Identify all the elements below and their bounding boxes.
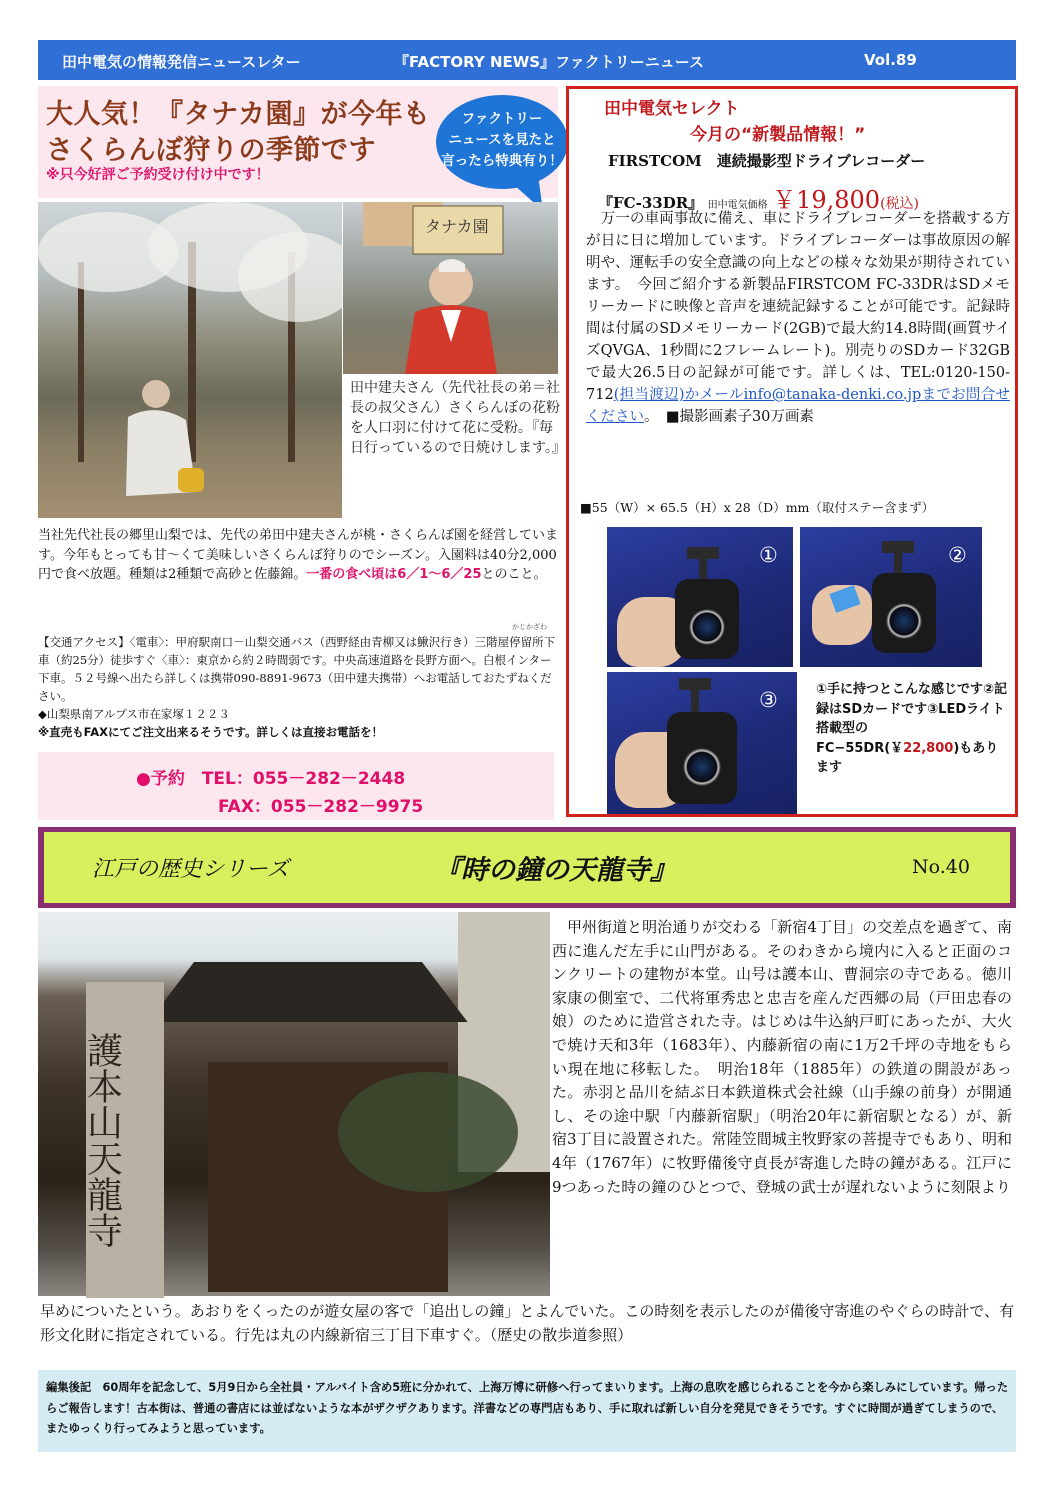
cherry-subheadline: ※只今好評ご予約受け付け中です！: [46, 167, 270, 183]
reservation-tel[interactable]: ●予約 TEL：055－282－2448: [136, 769, 406, 789]
history-heading-band: [44, 832, 1010, 903]
select-month-heading: 今月の“新製品情報！”: [690, 125, 866, 145]
best-season-highlight: 一番の食べ頃は6／1〜6／25: [306, 567, 482, 582]
bubble-line3: 言ったら特典有り！: [441, 153, 563, 169]
reservation-fax: FAX：055－282－9975: [218, 797, 424, 817]
photo-number-1: ①: [759, 543, 778, 567]
product-dimensions: ■55（W）× 65.5（H）x 28（D）mm（取付ステー含まず）: [580, 500, 935, 515]
price-label: 田中電気価格: [707, 200, 768, 211]
cherry-paragraph-text: 当社先代社長の郷里山梨では、先代の弟田中建夫さんが桃・さくらんぼ園を経営しています。今年もとっても甘〜くて美味しいさくらんぼ狩りのでシーズン。入園料は40分2,000円で食べ放題。種類は2種類で高砂と佐藤錦。: [38, 528, 559, 582]
camera-caption-text: ①手に持つとこんな感じです②記録はSDカードです③LEDライト搭載型のFC−55DR(￥: [816, 682, 1008, 756]
pillar-inscription: [81, 982, 164, 1298]
newsletter-header: [38, 40, 1016, 80]
access-info: [38, 633, 558, 741]
product-description: [586, 208, 1010, 428]
product-brand: FIRSTCOM 連続撮影型ドライブレコーダー: [608, 152, 926, 170]
portrait-caption: 田中建夫さん（先代社長の弟＝社長の叔父さん）さくらんぼの花粉を人口羽に付けて花に受粉。『毎日行っているので日焼けします。』: [350, 380, 566, 456]
worker-figure: [108, 372, 218, 512]
header-center-title: 『FACTORY NEWS』ファクトリーニュース: [394, 53, 705, 71]
bubble-line2: ニュースを見たと: [448, 132, 556, 148]
cherry-headline-line2: さくらんぼ狩りの季節です: [46, 135, 376, 166]
editor-note-box: [38, 1370, 1016, 1452]
camera-caption: [816, 680, 1011, 778]
bubble-line1: ファクトリー: [461, 111, 543, 127]
fax-order-note: ※直売もFAXにてご注文出来るそうです。詳しくは直接お電話を！: [38, 725, 384, 739]
header-left-title: 田中電気の情報発信ニュースレター: [62, 53, 301, 71]
reservation-box: [38, 752, 554, 820]
camera-photo-3: [607, 672, 797, 814]
product-model: 『FC-33DR』: [598, 194, 704, 212]
product-description-text: 万一の車両事故に備え、車にドライブレコーダーを搭載する方が日に日に増加しています。ドライブレコーダーは事故原因の解明や、運転手の安全意識の向上などの様々な効果が期待されています。 今回ご紹介する新製品FIRSTCOM FC-33DRはSDメモリーカードに映像と音声を連続記録することが可能です。記録時間は付属のSDメモリーカード(2GB)で最大約14.8時間(画質サイズQVGA、1秒間に2フレームレート)。別売りのSDカード32GBで最大26.5日の記録が可能です。詳しくは、TEL:0120-150-712: [586, 211, 1010, 403]
orchard-sign-text: タナカ園: [425, 217, 489, 236]
reading-ruby: かじかざわ: [512, 623, 547, 631]
cherry-paragraph-end: とのこと。: [481, 567, 547, 582]
camera-photo-2: [800, 527, 982, 667]
product-pixel-note: 。 ■撮影画素子30万画素: [644, 409, 814, 425]
cherry-paragraph: [38, 526, 558, 585]
temple-photo: [38, 912, 550, 1296]
photo-number-2: ②: [948, 543, 967, 567]
cherry-headline-line1: 大人気！『タナカ園』が今年も: [46, 99, 431, 130]
temple-article-end: 早めについたという。あおりをくったのが遊女屋の客で「追出しの鐘」とよんでいた。この時刻を表示したのが備後守寄進のやぐらの時計で、有形文化財に指定されている。行先は丸の内線新宿三丁目下車すぐ。（歴史の散歩道参照）: [40, 1302, 1015, 1344]
history-number: No.40: [912, 856, 970, 878]
temple-article-text: 甲州街道と明治通りが交わる「新宿4丁目」の交差点を過ぎて、南西に進んだ左手に山門がある。そのわきから境内に入ると正面のコンクリートの建物が本堂。山号は護本山、曹洞宗の寺である。徳川家康の側室で、二代将軍秀忠と忠吉を産んだ西郷の局（戸田忠春の娘）のために造営された寺。はじめは牛込納戸町にあったが、大火で焼け天和3年（1683年）、内藤新宿の南に1万2千坪の寺地をもらい現在地に移転した。 明治18年（1885年）の鉄道の開設があった。赤羽と品川を結ぶ日本鉄道株式会社線（山手線の前身）が開通し、その途中駅「内藤新宿駅」（明治20年に新宿駅となる）が、新宿3丁目に設置された。常陸笠間城主牧野家の菩提寺でもあり、明和4年（1767年）に牧野備後守貞長が寄進した時の鐘がある。江戸に9つあった時の鐘のひとつで、登城の武士が遅れないように刻限より: [552, 918, 1012, 1196]
photo-number-3: ③: [759, 688, 778, 712]
history-title: 『時の鐘の天龍寺』: [434, 855, 677, 886]
camera-caption-price: 22,800: [903, 740, 954, 756]
price-tax: (税込): [880, 196, 919, 212]
editor-note-text: 編集後記 60周年を記念して、5月9日から全社員・アルバイト含め5班に分かれて、上海万博に研修へ行ってまいります。上海の息吹を感じられることを今から楽しみにしています。帰ったらご報告します！古本街は、普通の書店には並ばないような本がザクザクあります。洋書などの専門店もあり、手に取れば新しい自分を発見できそうです。すぐに時間が過ぎてしまうので、またゆっくり行ってみようと思っています。: [46, 1381, 1009, 1435]
portrait-photo: [343, 202, 558, 374]
access-text: 【交通アクセス】〈電車〉：甲府駅南口－山梨交通バス（西野経由青柳又は鰍沢行き）三階屋停留所下車（約25分）徒歩すぐ〈車〉：東京から約２時間弱です。中央高速道路を長野方面へ。白根インター下車。５２号線へ出たら詳しくは携帯090-8891-9673（田中建夫携帯）へお電話しておたずねください。: [38, 635, 556, 703]
stone-pillar: [81, 982, 164, 1298]
history-series-label: 江戸の歴史シリーズ: [92, 857, 289, 882]
product-price: ￥19,800: [772, 186, 881, 214]
camera-photo-1: [607, 527, 793, 667]
pillar-inscription-text: 護本山天龍寺: [81, 1032, 123, 1248]
orchard-photo: [38, 202, 342, 518]
camera-caption-end: )もあります: [816, 740, 999, 775]
address-text: ◆山梨県南アルプス市在家塚１２２３: [38, 707, 230, 721]
speech-bubble: [436, 95, 568, 189]
header-volume: Vol.89: [864, 51, 917, 69]
contact-email-link[interactable]: (担当渡辺)かメールinfo@tanaka-denki.co.jpまでお問合せください: [586, 387, 1010, 425]
select-title: 田中電気セレクト: [604, 99, 740, 119]
